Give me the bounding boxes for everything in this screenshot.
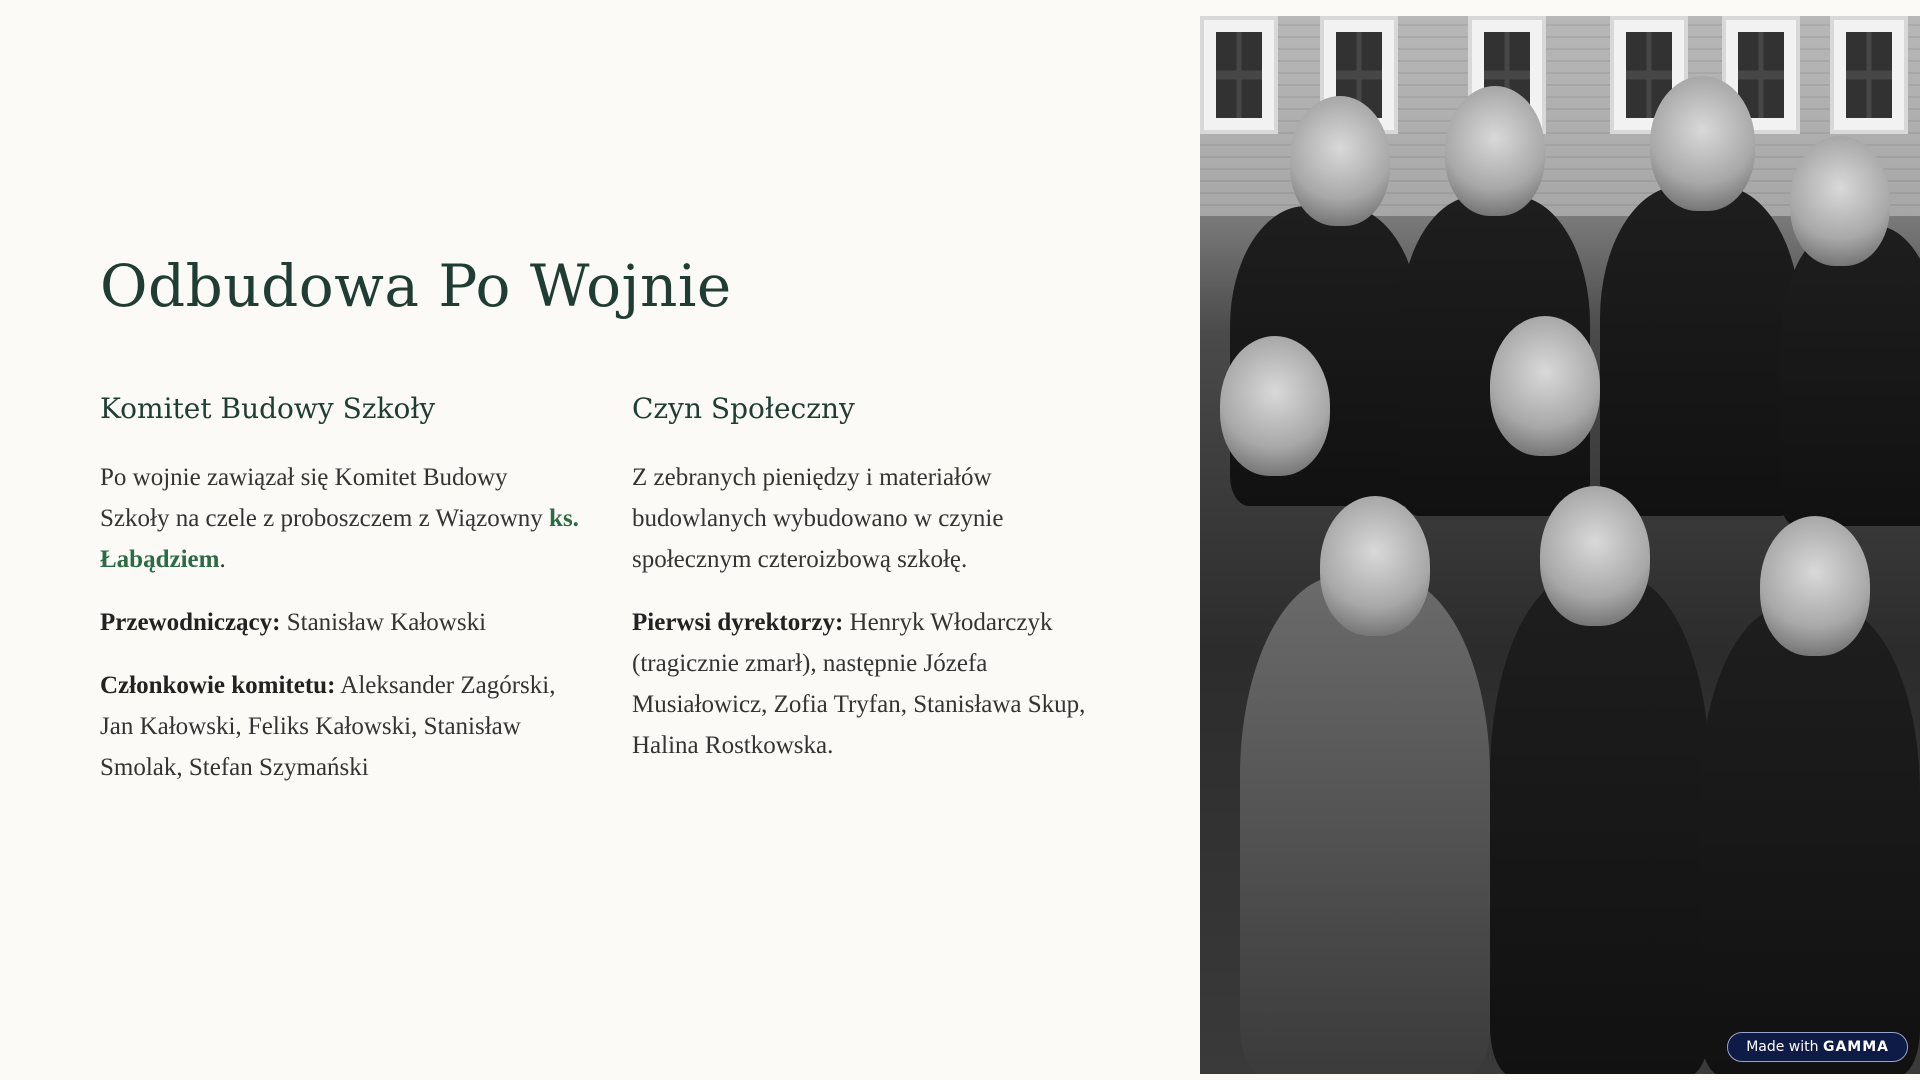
community-work-heading: Czyn Społeczny [632, 392, 855, 425]
committee-intro-end: . [219, 546, 226, 573]
photo-child-face [1540, 486, 1650, 626]
photo-window [1830, 16, 1908, 134]
school-children-photo [1200, 16, 1920, 1074]
priest-link[interactable]: ks. Łabądziem [100, 505, 579, 573]
committee-column [100, 392, 580, 810]
members-value: Aleksander Zagórski, Jan Kałowski, Feliks Kałowski, Stanisław Smolak, Stefan Szymański [100, 672, 556, 781]
badge-prefix: Made with [1746, 1039, 1823, 1055]
photo-child-face [1220, 336, 1330, 476]
members-paragraph [100, 665, 580, 788]
photo-child [1490, 576, 1710, 1074]
chair-paragraph [100, 602, 580, 643]
page-title: Odbudowa Po Wojnie [100, 252, 732, 320]
directors-label: Pierwsi dyrektorzy: [632, 609, 844, 636]
photo-child-face [1320, 496, 1430, 636]
photo-child-face [1650, 76, 1755, 211]
chair-label: Przewodniczący: [100, 609, 281, 636]
text-area [100, 0, 1100, 1080]
photo-child-face [1490, 316, 1600, 456]
photo-window [1200, 16, 1278, 134]
members-label: Członkowie komitetu: [100, 672, 336, 699]
committee-heading: Komitet Budowy Szkoły [100, 392, 436, 425]
photo-child-face [1445, 86, 1545, 216]
photo-child-face [1760, 516, 1870, 656]
directors-value: Henryk Włodarczyk (tragicznie zmarł), następnie Józefa Musiałowicz, Zofia Tryfan, Stanisława Skup, Halina Rostkowska. [632, 609, 1086, 759]
photo-child [1700, 606, 1920, 1074]
community-work-intro: Z zebranych pieniędzy i materiałów budowlanych wybudowano w czynie społecznym czteroizbową szkołę. [632, 464, 1004, 573]
photo-child-face [1790, 136, 1890, 266]
made-with-gamma-badge[interactable] [1727, 1032, 1908, 1062]
directors-paragraph [632, 602, 1102, 766]
committee-intro [100, 457, 580, 580]
photo-child [1780, 226, 1920, 526]
community-work-column [632, 392, 1102, 788]
photo-child [1600, 186, 1800, 516]
gamma-logo: GAMMA [1822, 1039, 1889, 1055]
committee-intro-text: Po wojnie zawiązał się Komitet Budowy Szkoły na czele z proboszczem z Wiązowny [100, 464, 550, 532]
chair-value: Stanisław Kałowski [280, 609, 487, 636]
photo-child-face [1290, 96, 1390, 226]
photo-child [1240, 576, 1490, 1074]
